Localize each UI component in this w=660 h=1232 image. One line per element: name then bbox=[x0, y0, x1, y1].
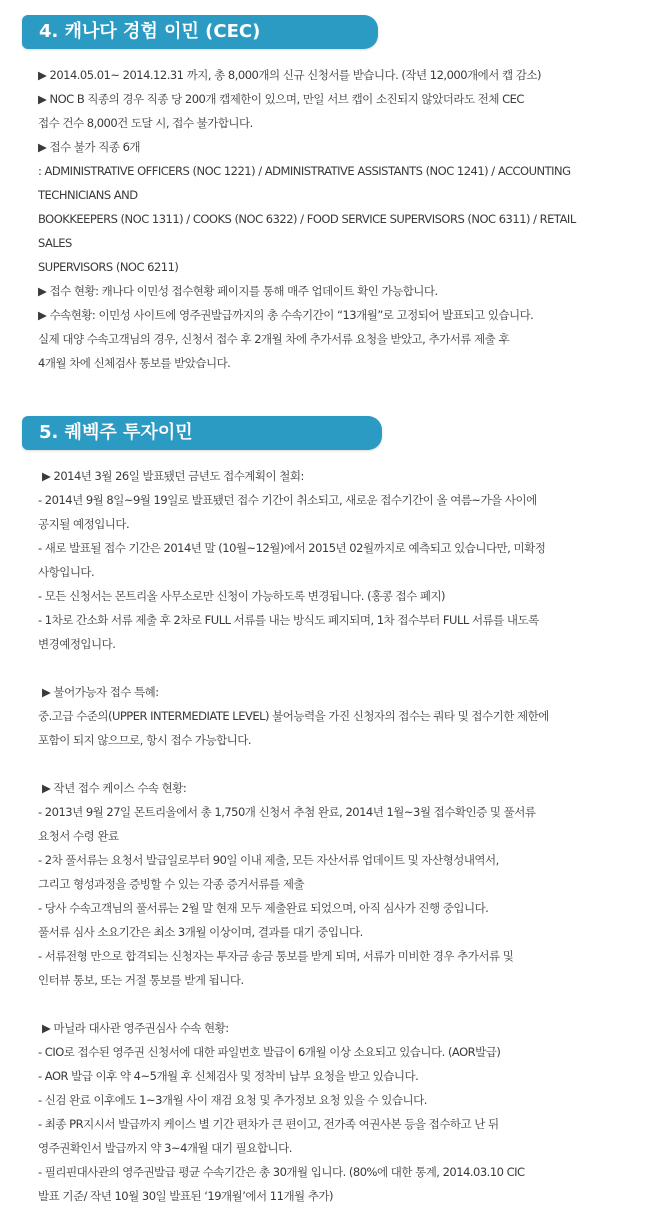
body-line: - 2014년 9월 8일~9월 19일로 발표됐던 접수 기간이 취소되고, 새로운 접수기간이 올 여름~가을 사이에 bbox=[38, 493, 537, 507]
body-line: ▶ 수속현황: 이민성 사이트에 영주권발급까지의 총 수속기간이 “13개월”로 고정되어 발표되고 있습니다. bbox=[38, 308, 534, 322]
body-line: TECHNICIANS AND bbox=[38, 188, 138, 202]
body-line: - 모든 신청서는 몬트리올 사무소로만 신청이 가능하도록 변경됩니다. (홍콩 접수 폐지) bbox=[38, 589, 446, 603]
body-line: - 신검 완료 이후에도 1~3개월 사이 재검 요청 및 추가정보 요청 있을 수 있습니다. bbox=[38, 1093, 427, 1107]
body-line: - 새로 발표될 접수 기간은 2014년 말 (10월~12월)에서 2015년 02월까지로 예측되고 있습니다만, 미확정 bbox=[38, 541, 546, 555]
body-line: BOOKKEEPERS (NOC 1311) / COOKS (NOC 6322) / FOOD SERVICE SUPERVISORS (NOC 6311) / RETAIL bbox=[38, 212, 576, 226]
body-line: ▶ 2014년 3월 26일 발표됐던 금년도 접수계획이 철회: bbox=[42, 469, 304, 483]
section-4-header: 4. 캐나다 경험 이민 (CEC) bbox=[22, 15, 378, 49]
body-line: - 필리핀대사관의 영주권발급 평균 수속기간은 총 30개월 입니다. (80%에 대한 통계, 2014.03.10 CIC bbox=[38, 1165, 525, 1179]
body-line: 요청서 수령 완료 bbox=[38, 829, 119, 843]
body-line: ▶ 작년 접수 케이스 수속 현황: bbox=[42, 781, 187, 795]
body-line: SALES bbox=[38, 236, 72, 250]
body-line: 변경예정입니다. bbox=[38, 637, 116, 651]
body-line: ▶ NOC B 직종의 경우 직종 당 200개 캡제한이 있으며, 만일 서브 캡이 소진되지 않았더라도 전체 CEC bbox=[38, 92, 524, 106]
body-line: - AOR 발급 이후 약 4~5개월 후 신체검사 및 정착비 납부 요청을 받고 있습니다. bbox=[38, 1069, 419, 1083]
body-line: 풀서류 심사 소요기간은 최소 3개월 이상이며, 결과를 대기 중입니다. bbox=[38, 925, 363, 939]
section-5-header: 5. 퀘벡주 투자이민 bbox=[22, 416, 382, 450]
body-line: - 1차로 간소화 서류 제출 후 2차로 FULL 서류를 내는 방식도 폐지되며, 1차 접수부터 FULL 서류를 내도록 bbox=[38, 613, 539, 627]
body-line: 실제 대양 수속고객님의 경우, 신청서 접수 후 2개월 차에 추가서류 요청을 받았고, 추가서류 제출 후 bbox=[38, 332, 510, 346]
body-line: ▶ 2014.05.01~ 2014.12.31 까지, 총 8,000개의 신규 신청서를 받습니다. (작년 12,000개에서 캡 감소) bbox=[38, 68, 541, 82]
body-line: - 2차 풀서류는 요청서 발급일로부터 90일 이내 제출, 모든 자산서류 업데이트 및 자산형성내역서, bbox=[38, 853, 499, 867]
body-line: - CIO로 접수된 영주권 신청서에 대한 파일번호 발급이 6개월 이상 소요되고 있습니다. (AOR발급) bbox=[38, 1045, 501, 1059]
body-line: - 당사 수속고객님의 풀서류는 2월 말 현재 모두 제출완료 되었으며, 아직 심사가 진행 중입니다. bbox=[38, 901, 489, 915]
body-line: 그리고 형성과정을 증빙할 수 있는 각종 증거서류를 제출 bbox=[38, 877, 305, 891]
body-line: ▶ 불어가능자 접수 특혜: bbox=[42, 685, 159, 699]
body-line: 영주권확인서 발급까지 약 3~4개월 대기 필요합니다. bbox=[38, 1141, 292, 1155]
body-line: 포함이 되지 않으므로, 항시 접수 가능합니다. bbox=[38, 733, 252, 747]
body-line: 공지될 예정입니다. bbox=[38, 517, 130, 531]
body-line: 4개월 차에 신체검사 통보를 받았습니다. bbox=[38, 356, 231, 370]
body-line: - 서류전형 만으로 합격되는 신청자는 투자금 송금 통보를 받게 되며, 서류가 미비한 경우 추가서류 및 bbox=[38, 949, 514, 963]
body-line: - 2013년 9월 27일 몬트리올에서 총 1,750개 신청서 추첨 완료, 2014년 1월~3월 접수확인증 및 풀서류 bbox=[38, 805, 536, 819]
body-line: ▶ 접수 불가 직종 6개 bbox=[38, 140, 141, 154]
body-line: 중.고급 수준의(UPPER INTERMEDIATE LEVEL) 불어능력을 가진 신청자의 접수는 쿼타 및 접수기한 제한에 bbox=[38, 709, 549, 723]
body-line: ▶ 접수 현황: 캐나다 이민성 접수현황 페이지를 통해 매주 업데이트 확인 가능합니다. bbox=[38, 284, 438, 298]
body-line: ▶ 마닐라 대사관 영주권심사 수속 현황: bbox=[42, 1021, 229, 1035]
body-line: 접수 건수 8,000건 도달 시, 접수 불가합니다. bbox=[38, 116, 253, 130]
body-line: : ADMINISTRATIVE OFFICERS (NOC 1221) / ADMINISTRATIVE ASSISTANTS (NOC 1241) / ACCOUNTING bbox=[38, 164, 571, 178]
body-line: 사항입니다. bbox=[38, 565, 95, 579]
body-line: - 최종 PR지시서 발급까지 케이스 별 기간 편차가 큰 편이고, 전가족 여권사본 등을 접수하고 난 뒤 bbox=[38, 1117, 499, 1131]
body-line: 발표 기준/ 작년 10월 30일 발표된 ‘19개월’에서 11개월 추가) bbox=[38, 1189, 334, 1203]
body-line: SUPERVISORS (NOC 6211) bbox=[38, 260, 179, 274]
body-line: 인터뷰 통보, 또는 거절 통보를 받게 됩니다. bbox=[38, 973, 244, 987]
